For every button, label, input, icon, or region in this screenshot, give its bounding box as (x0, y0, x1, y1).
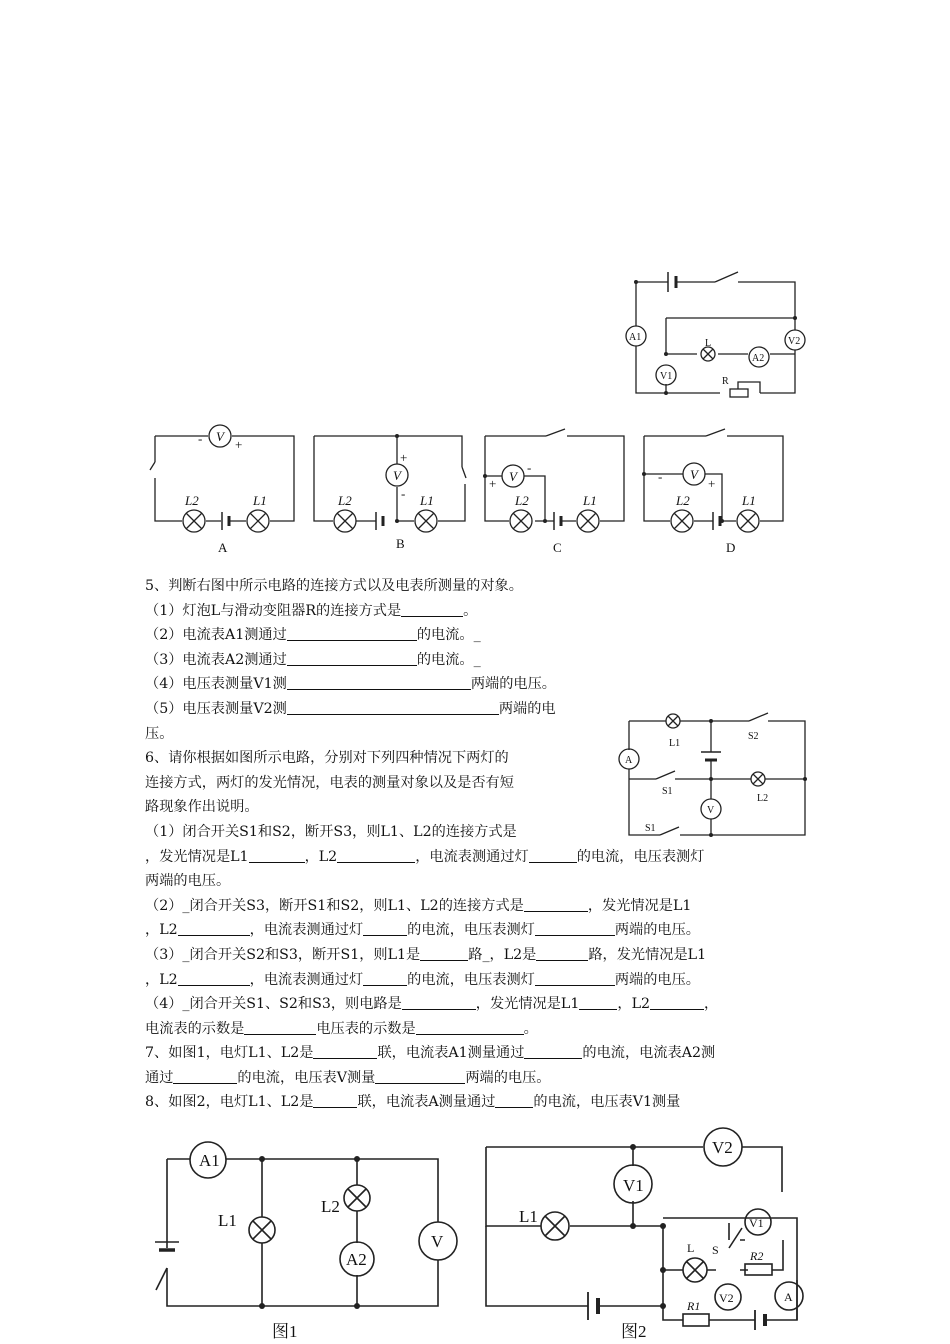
q7-line-2: 通过 的电流，电压表V测量 两端的电压。 (145, 1069, 551, 1086)
q5-label-l: L (705, 338, 712, 349)
option-d-lamp-l2: L2 (676, 493, 690, 508)
option-c-sign-right: - (527, 460, 532, 475)
fig1-label-l2: L2 (321, 1197, 340, 1216)
fig2-label-a: A (784, 1290, 793, 1304)
option-a-sign-left: - (198, 431, 203, 446)
option-b-caption: B (396, 536, 405, 551)
option-d-lamp-l1: L1 (742, 493, 756, 508)
option-b-circuit (314, 434, 466, 532)
fig1-label-l1: L1 (218, 1211, 237, 1230)
fig2-label-r1: R1 (687, 1299, 701, 1313)
q5-label-r: R (722, 376, 729, 387)
q5-stem: 5、判断右图中所示电路的连接方式以及电表所测量的对象。 (145, 578, 523, 594)
q6-label-s1-bottom: S1 (645, 823, 656, 834)
q5-label-a2: A2 (752, 353, 765, 364)
q6-item-1-cont: ，发光情况是L1 ，L2 ，电流表测通过灯 的电流，电压表测灯 (145, 848, 705, 865)
fig1-label-v: V (431, 1232, 444, 1251)
option-b-lamp-l1: L1 (420, 493, 434, 508)
q6-item-1: （1）闭合开关S1和S2，断开S3，则L1、L2的连接方式是 (145, 823, 517, 840)
option-c-circuit (483, 429, 624, 532)
option-c-lamp-l2: L2 (515, 493, 529, 508)
q5-item-5: （5）电压表测量V2测 两端的电 (145, 700, 556, 717)
option-a-meter: V (216, 429, 224, 444)
option-c-caption: C (553, 540, 562, 555)
q6-item-2-cont: ，L2 ，电流表测通过灯 的电流，电压表测灯 两端的电压。 (145, 922, 700, 939)
q6-item-2: （2）_闭合开关S3，断开S1和S2，则L1、L2的连接方式是 ，发光情况是L1 (145, 897, 692, 914)
option-d-meter: V (690, 467, 698, 482)
q6-label-l2: L2 (757, 793, 769, 804)
q6-label-a: A (625, 755, 633, 766)
option-b-sign-bottom: - (401, 486, 406, 501)
q8-line-1: 8、如图2，电灯L1、L2是 联，电流表A测量通过 的电流，电压表V1测量 (145, 1094, 681, 1111)
q5-label-v2: V2 (788, 336, 801, 347)
option-c-lamp-l1: L1 (583, 493, 597, 508)
option-c-sign-left: + (489, 476, 497, 491)
q6-stem-3: 路现象作出说明。 (145, 799, 259, 816)
fig2-label-l1: L1 (519, 1207, 538, 1226)
fig1-label-a2: A2 (346, 1250, 367, 1269)
fig2-caption: 图2 (621, 1322, 647, 1341)
fig2-label-v2-top: V2 (712, 1138, 733, 1157)
fig1-label-a1: A1 (199, 1151, 220, 1170)
q6-stem-1: 6、请你根据如图所示电路，分别对下列四种情况下两灯的 (145, 750, 509, 767)
fig2-label-l: L (687, 1241, 695, 1255)
q6-item-3: （3）_闭合开关S2和S3，断开S1，则L1是 路_，L2是 路，发光情况是L1 (145, 946, 707, 963)
option-a-caption: A (218, 540, 228, 555)
q5-item-2: （2）电流表A1测通过 的电流。_ (145, 627, 481, 644)
q6-label-l1: L1 (669, 738, 681, 749)
fig1-caption: 图1 (272, 1322, 298, 1341)
q5-label-v1: V1 (660, 371, 673, 382)
option-b-sign-top: + (400, 450, 408, 465)
fig2-label-v1-top: V1 (623, 1176, 644, 1195)
q5-item-4: （4）电压表测量V1测 两端的电压。 (145, 676, 556, 693)
question-text (145, 574, 718, 1115)
q6-label-v: V (707, 805, 715, 816)
fig2-label-s: S (712, 1243, 719, 1257)
q6-item-4-cont: 电流表的示数是 电压表的示数是 。 (145, 1020, 538, 1037)
q5-item-3: （3）电流表A2测通过 的电流。_ (145, 651, 481, 668)
option-d-sign-left: - (658, 469, 663, 484)
q6-item-4: （4）_闭合开关S1、S2和S3，则电路是 ，发光情况是L1 ，L2 ， (145, 996, 719, 1013)
fig2-label-v2-inner: V2 (719, 1291, 734, 1305)
option-c-meter: V (509, 469, 517, 484)
fig2-label-r2: R2 (750, 1249, 764, 1263)
q5-label-a1: A1 (629, 332, 642, 343)
q5-item-1: （1）灯泡L与滑动变阻器R的连接方式是 。 (145, 602, 478, 619)
option-b-lamp-l2: L2 (338, 493, 352, 508)
option-b-meter: V (393, 468, 401, 483)
q6-item-3-cont: ，L2 ，电流表测通过灯 的电流，电压表测灯 两端的电压。 (145, 971, 700, 988)
option-a-lamp-l2: L2 (185, 493, 199, 508)
option-a-lamp-l1: L1 (253, 493, 267, 508)
q5-item-5-cont: 压。 (145, 725, 174, 742)
option-d-sign-right: + (708, 476, 716, 491)
q6-label-s1-mid: S1 (662, 786, 673, 797)
option-a-sign-right: + (235, 437, 243, 452)
q6-label-s2: S2 (748, 731, 759, 742)
fig2-label-v1-inner: V1 (749, 1216, 764, 1230)
option-d-caption: D (726, 540, 736, 555)
q6-stem-2: 连接方式，两灯的发光情况，电表的测量对象以及是否有短 (145, 774, 514, 791)
q7-line-1: 7、如图1，电灯L1、L2是 联，电流表A1测量通过 的电流，电流表A2测 (145, 1045, 716, 1062)
q6-item-1-end: 两端的电压。 (145, 873, 231, 890)
q5-circuit (626, 272, 805, 397)
